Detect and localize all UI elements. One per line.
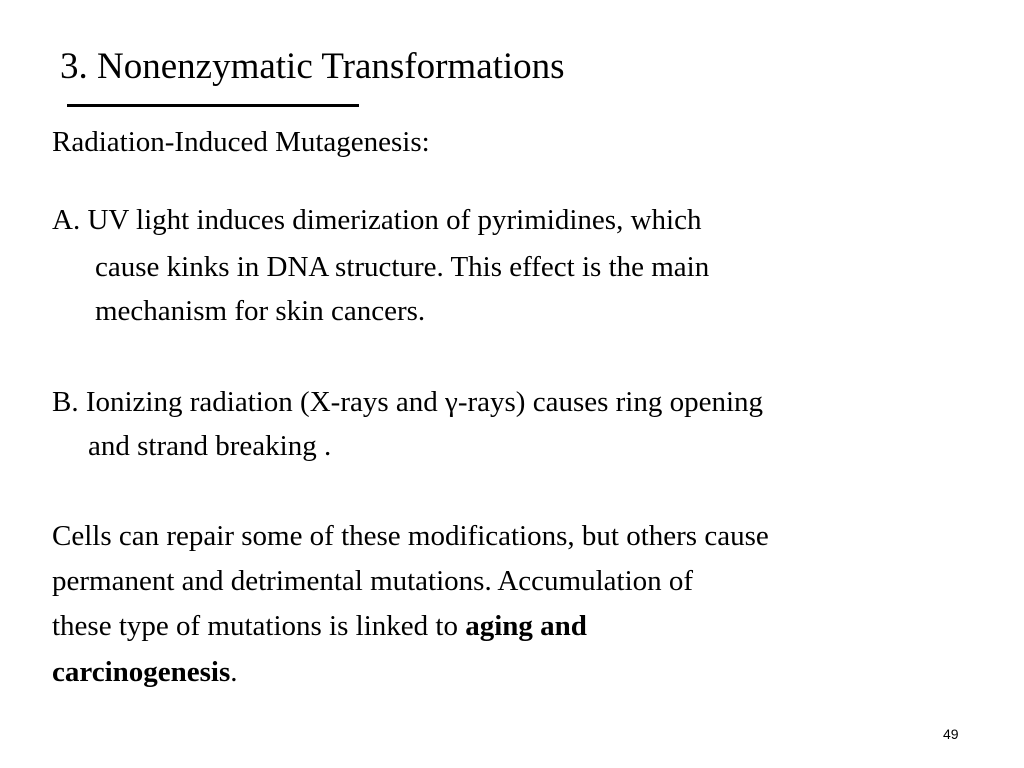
emphasis-aging: aging and [465,610,587,642]
conclusion-line-3-text: these type of mutations is linked to [52,610,466,642]
title-underline [67,104,359,107]
page-number: 49 [943,726,959,742]
point-b-line-1: B. Ionizing radiation (X-rays and γ-rays) causes ring opening [52,386,764,418]
emphasis-carcinogenesis: carcinogenesis [52,656,231,688]
conclusion-line-2: permanent and detrimental mutations. Accumulation of [52,565,694,597]
conclusion-line-3 [52,604,587,649]
point-a-line-2: cause kinks in DNA structure. This effect is the main [95,251,710,283]
conclusion-line-4 [52,650,238,695]
conclusion-line-1: Cells can repair some of these modifications, but others cause [52,520,769,552]
point-a-line-1: A. UV light induces dimerization of pyrimidines, which [52,204,702,236]
conclusion-period: . [230,656,238,688]
slide-title: 3. Nonenzymatic Transformations [60,46,565,87]
section-subtitle: Radiation-Induced Mutagenesis: [52,126,430,158]
point-a-line-3: mechanism for skin cancers. [95,295,426,327]
point-b-line-2: and strand breaking . [88,430,332,462]
